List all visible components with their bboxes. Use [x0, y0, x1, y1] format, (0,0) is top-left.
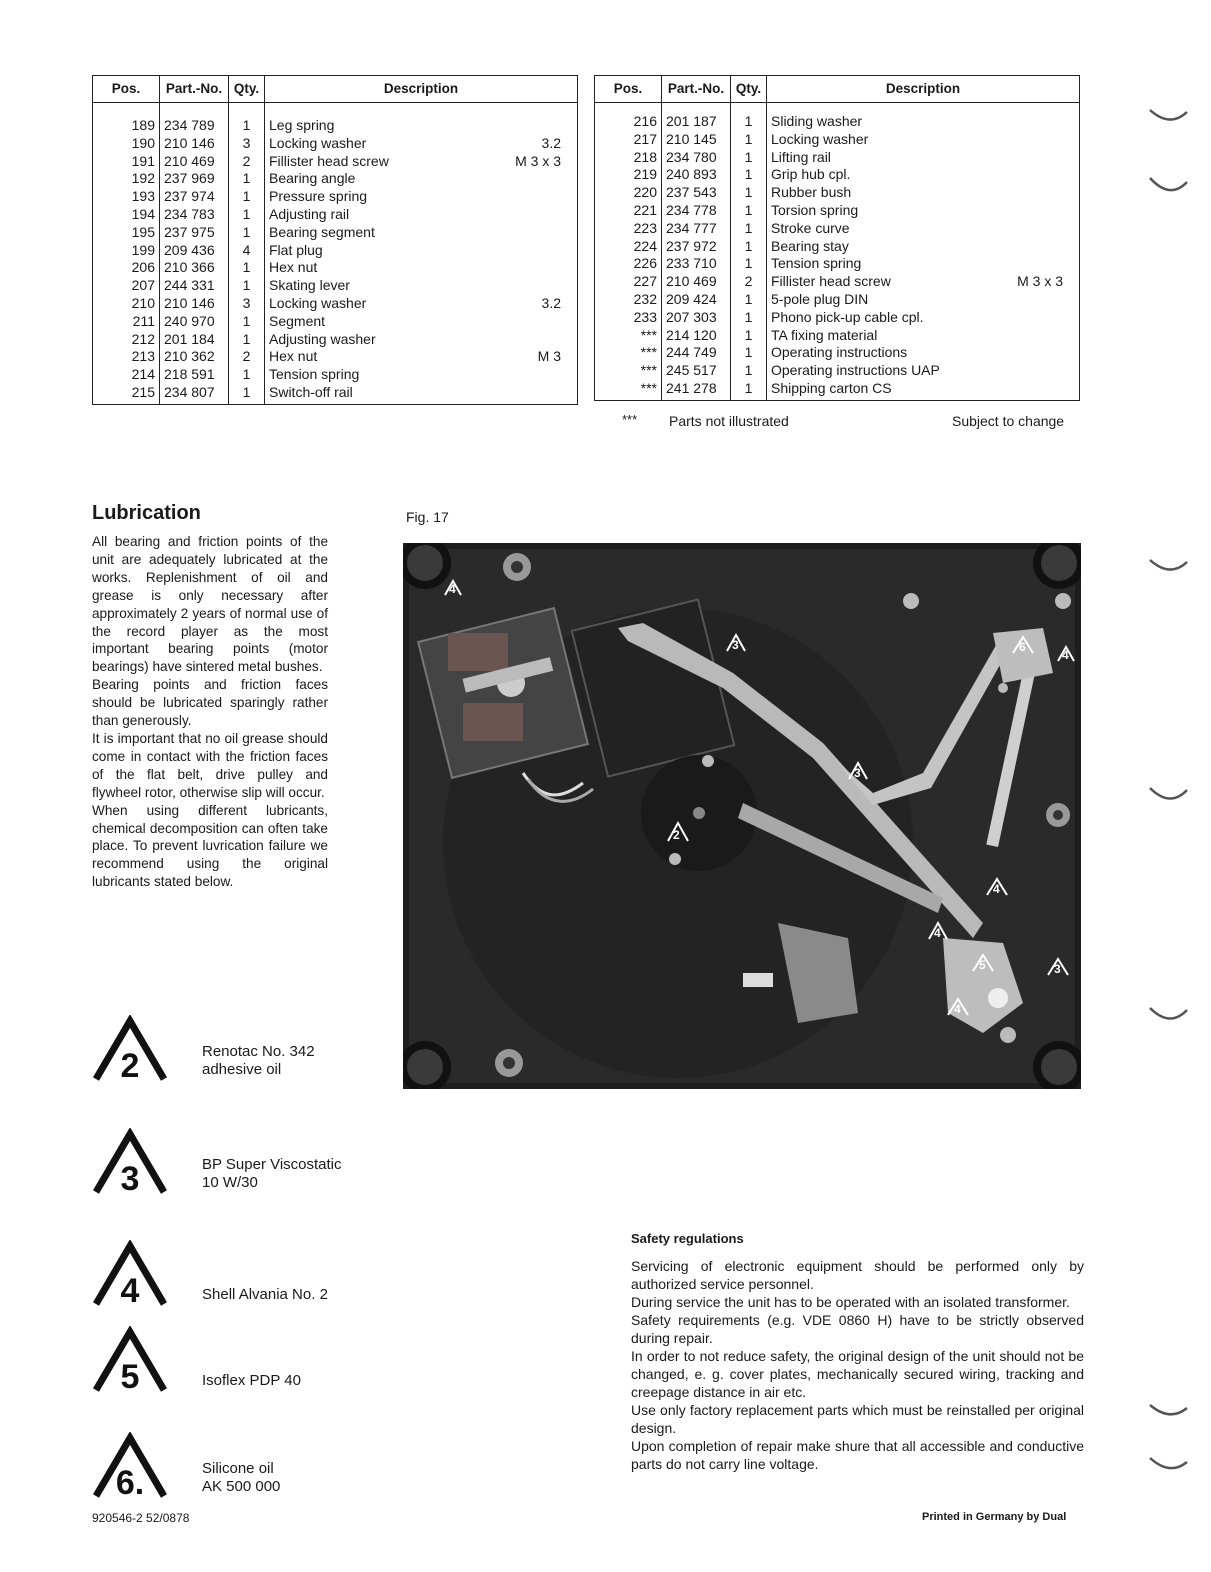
description-text: Lifting rail — [771, 148, 831, 165]
description-cell — [265, 103, 578, 135]
table-row — [93, 366, 578, 384]
qty-cell: 2 — [731, 273, 767, 291]
marker-label: 6 — [1019, 640, 1026, 654]
qty-cell: 1 — [229, 170, 265, 188]
table-row — [595, 184, 1080, 202]
pos-cell: *** — [595, 344, 662, 362]
lubricant-name — [202, 1372, 301, 1390]
description-cell — [265, 170, 578, 188]
pos-cell: 218 — [595, 149, 662, 167]
lubricant-line: AK 500 000 — [202, 1478, 281, 1495]
description-text: Segment — [269, 312, 326, 329]
part-number-cell: 241 278 — [662, 380, 731, 400]
part-number-cell: 244 331 — [160, 277, 229, 295]
col-qty-header: Qty. — [731, 76, 767, 103]
pos-cell: 226 — [595, 255, 662, 273]
col-pos-header: Pos. — [595, 76, 662, 103]
part-number-cell: 237 543 — [662, 184, 731, 202]
description-text: Tension spring — [269, 366, 360, 383]
description-cell — [767, 255, 1080, 273]
footnote-marker: *** — [622, 412, 638, 427]
pos-cell: 216 — [595, 103, 662, 131]
table-row — [93, 135, 578, 153]
lubricant-number: 4 — [120, 1272, 140, 1310]
table-row — [93, 242, 578, 260]
col-partno-header: Part.-No. — [662, 76, 731, 103]
safety-paragraph: Servicing of electronic equipment should be performed only by authorized service personnel. — [631, 1258, 1084, 1292]
qty-cell: 1 — [731, 220, 767, 238]
description-cell — [265, 366, 578, 384]
part-number-cell: 210 146 — [160, 295, 229, 313]
description-text: TA fixing material — [771, 326, 878, 343]
part-number-cell: 244 749 — [662, 344, 731, 362]
pos-cell: 215 — [93, 384, 160, 404]
lubrication-body — [92, 533, 328, 891]
table-row — [93, 331, 578, 349]
dimension-text: 3.2 — [541, 134, 561, 151]
pos-cell: *** — [595, 380, 662, 400]
safety-paragraph: Use only factory replacement parts which must be reinstalled per original design. — [631, 1402, 1084, 1436]
pos-cell: *** — [595, 362, 662, 380]
qty-cell: 1 — [731, 255, 767, 273]
pos-cell: 212 — [93, 331, 160, 349]
pos-cell: 192 — [93, 170, 160, 188]
dimension-text: M 3 x 3 — [515, 152, 561, 169]
binder-hole-marks — [1145, 100, 1205, 1500]
table-row — [595, 362, 1080, 380]
qty-cell: 1 — [731, 184, 767, 202]
part-number-cell: 237 969 — [160, 170, 229, 188]
table-row — [93, 259, 578, 277]
description-cell — [265, 242, 578, 260]
description-cell — [767, 220, 1080, 238]
description-cell — [767, 103, 1080, 131]
part-number-cell: 237 974 — [160, 188, 229, 206]
description-text: Fillister head screw — [771, 273, 891, 290]
figure-label: Fig. 17 — [406, 509, 449, 525]
qty-cell: 1 — [229, 224, 265, 242]
part-number-cell: 209 436 — [160, 242, 229, 260]
part-number-cell: 234 780 — [662, 149, 731, 167]
description-cell — [265, 135, 578, 153]
part-number-cell: 210 366 — [160, 259, 229, 277]
pos-cell: 224 — [595, 238, 662, 256]
table-row — [595, 220, 1080, 238]
safety-paragraph: During service the unit has to be operated with an isolated transformer. — [631, 1294, 1070, 1310]
pos-cell: 195 — [93, 224, 160, 242]
lubrication-title: Lubrication — [92, 502, 201, 524]
description-cell — [265, 259, 578, 277]
qty-cell: 1 — [229, 313, 265, 331]
marker-label: 3 — [1054, 962, 1061, 976]
table-row — [595, 238, 1080, 256]
marker-label: 5 — [979, 958, 986, 972]
printed-by: Printed in Germany by Dual — [922, 1511, 1067, 1523]
safety-paragraph: Safety requirements (e.g. VDE 0860 H) have to be strictly observed during repair. — [631, 1312, 1084, 1346]
description-text: Hex nut — [269, 259, 318, 276]
description-cell — [767, 362, 1080, 380]
pos-cell: 190 — [93, 135, 160, 153]
table-row — [595, 309, 1080, 327]
marker-label: 4 — [954, 1002, 961, 1016]
safety-body — [631, 1257, 1084, 1473]
table-row — [595, 291, 1080, 309]
table-row — [595, 255, 1080, 273]
turntable-underside-image — [403, 543, 1081, 1089]
pos-cell: 211 — [93, 313, 160, 331]
part-number-cell: 234 783 — [160, 206, 229, 224]
col-description-header: Description — [767, 76, 1080, 103]
description-cell — [767, 327, 1080, 345]
description-text: Phono pick-up cable cpl. — [771, 308, 924, 325]
qty-cell: 1 — [229, 259, 265, 277]
qty-cell: 1 — [229, 206, 265, 224]
table-row — [93, 295, 578, 313]
part-number-cell: 210 362 — [160, 348, 229, 366]
table-row — [595, 149, 1080, 167]
description-cell — [767, 291, 1080, 309]
table-row — [93, 206, 578, 224]
subject-to-change: Subject to change — [952, 413, 1065, 429]
description-text: Locking washer — [269, 134, 367, 151]
lubricant-name — [202, 1156, 342, 1192]
description-cell — [767, 238, 1080, 256]
qty-cell: 1 — [229, 366, 265, 384]
part-number-cell: 209 424 — [662, 291, 731, 309]
description-text: Sliding washer — [771, 113, 863, 129]
description-cell — [767, 131, 1080, 149]
table-header-row — [595, 76, 1080, 103]
lubricant-name — [202, 1286, 328, 1304]
table-row — [595, 103, 1080, 131]
qty-cell: 1 — [731, 202, 767, 220]
lubricant-number: 3 — [120, 1160, 140, 1198]
lubricant-symbol-icon — [92, 1015, 168, 1085]
qty-cell: 3 — [229, 295, 265, 313]
description-text: Adjusting rail — [269, 205, 350, 222]
table-row — [93, 170, 578, 188]
qty-cell: 1 — [731, 291, 767, 309]
table-row — [595, 327, 1080, 345]
qty-cell: 1 — [731, 166, 767, 184]
col-description-header: Description — [265, 76, 578, 103]
description-cell — [767, 149, 1080, 167]
description-text: Bearing angle — [269, 170, 356, 187]
description-text: Bearing stay — [771, 237, 849, 254]
qty-cell: 1 — [229, 384, 265, 404]
part-number-cell: 234 777 — [662, 220, 731, 238]
qty-cell: 2 — [229, 348, 265, 366]
part-number-cell: 234 807 — [160, 384, 229, 404]
description-text: Pressure spring — [269, 188, 368, 205]
table-row — [93, 103, 578, 135]
table-row — [93, 313, 578, 331]
dimension-text: M 3 — [537, 348, 561, 365]
description-text: Grip hub cpl. — [771, 166, 851, 183]
part-number-cell: 234 778 — [662, 202, 731, 220]
qty-cell: 4 — [229, 242, 265, 260]
lubricant-line: 10 W/30 — [202, 1174, 258, 1191]
description-cell — [265, 384, 578, 404]
qty-cell: 1 — [229, 277, 265, 295]
description-text: Operating instructions — [771, 344, 908, 361]
pos-cell: 206 — [93, 259, 160, 277]
description-text: Operating instructions UAP — [771, 362, 940, 379]
lubricant-symbol-icon — [92, 1240, 168, 1310]
qty-cell: 1 — [229, 188, 265, 206]
parts-table-left — [92, 75, 578, 405]
description-text: Bearing segment — [269, 223, 375, 240]
qty-cell: 1 — [731, 309, 767, 327]
description-text: Adjusting washer — [269, 330, 376, 347]
qty-cell: 1 — [731, 327, 767, 345]
pos-cell: 199 — [93, 242, 160, 260]
lubricant-line: Renotac No. 342 — [202, 1043, 315, 1060]
description-cell — [265, 224, 578, 242]
part-number-cell: 237 972 — [662, 238, 731, 256]
table-row — [93, 277, 578, 295]
description-cell — [767, 309, 1080, 327]
marker-label: 3 — [732, 638, 739, 652]
pos-cell: 227 — [595, 273, 662, 291]
table-row — [595, 380, 1080, 400]
part-number-cell: 214 120 — [662, 327, 731, 345]
col-partno-header: Part.-No. — [160, 76, 229, 103]
part-number-cell: 237 975 — [160, 224, 229, 242]
description-text: Fillister head screw — [269, 152, 389, 169]
description-cell — [265, 153, 578, 171]
description-cell — [265, 313, 578, 331]
marker-label: 4 — [993, 882, 1000, 896]
part-number-cell: 210 146 — [160, 135, 229, 153]
description-cell — [265, 188, 578, 206]
qty-cell: 2 — [229, 153, 265, 171]
pos-cell: 219 — [595, 166, 662, 184]
table-row — [93, 188, 578, 206]
document-code: 920546-2 52/0878 — [92, 1511, 190, 1525]
description-text: Stroke curve — [771, 219, 850, 236]
lubrication-paragraph: When using different lubricants, chemical decomposition can often take place. To prevent luvrication failure we recommend using the original lubricants stated below. — [92, 802, 328, 890]
pos-cell: 207 — [93, 277, 160, 295]
description-text: Locking washer — [269, 294, 367, 311]
table-body — [595, 103, 1080, 401]
pos-cell: 223 — [595, 220, 662, 238]
part-number-cell: 201 184 — [160, 331, 229, 349]
description-text: Torsion spring — [771, 201, 859, 218]
part-number-cell: 234 789 — [160, 103, 229, 135]
qty-cell: 1 — [229, 331, 265, 349]
description-text: Flat plug — [269, 241, 323, 258]
lubrication-paragraph: Bearing points and friction faces should be lubricated sparingly rather than generously. — [92, 677, 328, 729]
table-body — [93, 103, 578, 405]
pos-cell: 220 — [595, 184, 662, 202]
table-row — [595, 273, 1080, 291]
part-number-cell: 210 469 — [160, 153, 229, 171]
safety-paragraph: Upon completion of repair make shure that all accessible and conductive parts do not carry line voltage. — [631, 1438, 1084, 1472]
description-cell — [767, 166, 1080, 184]
part-number-cell: 207 303 — [662, 309, 731, 327]
description-text: Leg spring — [269, 117, 335, 133]
pos-cell: 210 — [93, 295, 160, 313]
pos-cell: 194 — [93, 206, 160, 224]
safety-paragraph: In order to not reduce safety, the original design of the unit should not be changed, e. g. cover plates, mechanically secured wiring, tracking and creepage distance in air etc. — [631, 1348, 1084, 1400]
lubricant-line: Shell Alvania No. 2 — [202, 1286, 328, 1303]
description-cell — [767, 202, 1080, 220]
table-row — [93, 384, 578, 404]
table-row — [595, 344, 1080, 362]
part-number-cell: 245 517 — [662, 362, 731, 380]
pos-cell: 217 — [595, 131, 662, 149]
qty-cell: 1 — [731, 238, 767, 256]
description-cell — [767, 184, 1080, 202]
description-cell — [265, 331, 578, 349]
part-number-cell: 201 187 — [662, 103, 731, 131]
description-text: Tension spring — [771, 255, 862, 272]
qty-cell: 1 — [731, 380, 767, 400]
footnote-text: Parts not illustrated — [669, 413, 789, 429]
description-text: 5-pole plug DIN — [771, 290, 869, 307]
marker-label: 3 — [854, 766, 861, 780]
part-number-cell: 210 469 — [662, 273, 731, 291]
table-row — [93, 153, 578, 171]
table-header-row — [93, 76, 578, 103]
lubricant-line: Isoflex PDP 40 — [202, 1372, 301, 1389]
part-number-cell: 240 893 — [662, 166, 731, 184]
pos-cell: 214 — [93, 366, 160, 384]
description-text: Skating lever — [269, 277, 350, 294]
table-row — [595, 131, 1080, 149]
description-text: Hex nut — [269, 348, 318, 365]
marker-label: 4 — [449, 582, 456, 596]
pos-cell: 232 — [595, 291, 662, 309]
description-text: Rubber bush — [771, 184, 852, 201]
pos-cell: 193 — [93, 188, 160, 206]
pos-cell: *** — [595, 327, 662, 345]
lubricant-name — [202, 1460, 280, 1496]
description-text: Locking washer — [771, 130, 869, 147]
lubricant-name — [202, 1043, 315, 1079]
pos-cell: 189 — [93, 103, 160, 135]
qty-cell: 1 — [229, 103, 265, 135]
lubricant-symbol-icon — [92, 1128, 168, 1198]
marker-label: 4 — [934, 926, 941, 940]
description-cell — [767, 380, 1080, 400]
pos-cell: 233 — [595, 309, 662, 327]
qty-cell: 1 — [731, 131, 767, 149]
lubrication-paragraph: It is important that no oil grease should come in contact with the friction faces of the flat belt, drive pulley and flywheel rotor, otherwise slip will occur. — [92, 730, 328, 800]
dimension-text: M 3 x 3 — [1017, 273, 1063, 290]
description-cell — [265, 277, 578, 295]
qty-cell: 1 — [731, 103, 767, 131]
qty-cell: 1 — [731, 149, 767, 167]
table-row — [93, 348, 578, 366]
parts-table-right — [594, 75, 1080, 401]
lubricant-symbol-icon — [92, 1432, 168, 1502]
qty-cell: 1 — [731, 344, 767, 362]
col-qty-header: Qty. — [229, 76, 265, 103]
table-row — [595, 202, 1080, 220]
lubricant-line: Silicone oil — [202, 1460, 274, 1477]
description-cell — [767, 273, 1080, 291]
pos-cell: 221 — [595, 202, 662, 220]
table-row — [93, 224, 578, 242]
dimension-text: 3.2 — [541, 294, 561, 311]
lubrication-paragraph: All bearing and friction points of the unit are adequately lubricated at the works. Replenishment of oil and grease is only necessary after approximately 2 years of normal use of the record player as the most important bearing points (motor bearings) have sintered metal bushes. — [92, 534, 328, 675]
part-number-cell: 233 710 — [662, 255, 731, 273]
description-cell — [265, 348, 578, 366]
col-pos-header: Pos. — [93, 76, 160, 103]
lubricant-line: adhesive oil — [202, 1061, 282, 1078]
qty-cell: 3 — [229, 135, 265, 153]
qty-cell: 1 — [731, 362, 767, 380]
description-cell — [265, 295, 578, 313]
lubricant-number: 5 — [120, 1358, 140, 1396]
lubricant-number: 2 — [120, 1047, 140, 1085]
marker-label: 2 — [673, 828, 680, 842]
marker-label: 4 — [1062, 648, 1069, 662]
table-row — [595, 166, 1080, 184]
lubricant-number: 6. — [115, 1464, 145, 1502]
turntable-photo — [403, 543, 1081, 1089]
description-text: Shipping carton CS — [771, 379, 892, 396]
description-text: Switch-off rail — [269, 383, 353, 400]
part-number-cell: 218 591 — [160, 366, 229, 384]
pos-cell: 191 — [93, 153, 160, 171]
part-number-cell: 240 970 — [160, 313, 229, 331]
pos-cell: 213 — [93, 348, 160, 366]
lubricant-line: BP Super Viscostatic — [202, 1156, 342, 1173]
safety-title: Safety regulations — [631, 1231, 744, 1246]
description-cell — [767, 344, 1080, 362]
description-cell — [265, 206, 578, 224]
part-number-cell: 210 145 — [662, 131, 731, 149]
lubricant-symbol-icon — [92, 1326, 168, 1396]
